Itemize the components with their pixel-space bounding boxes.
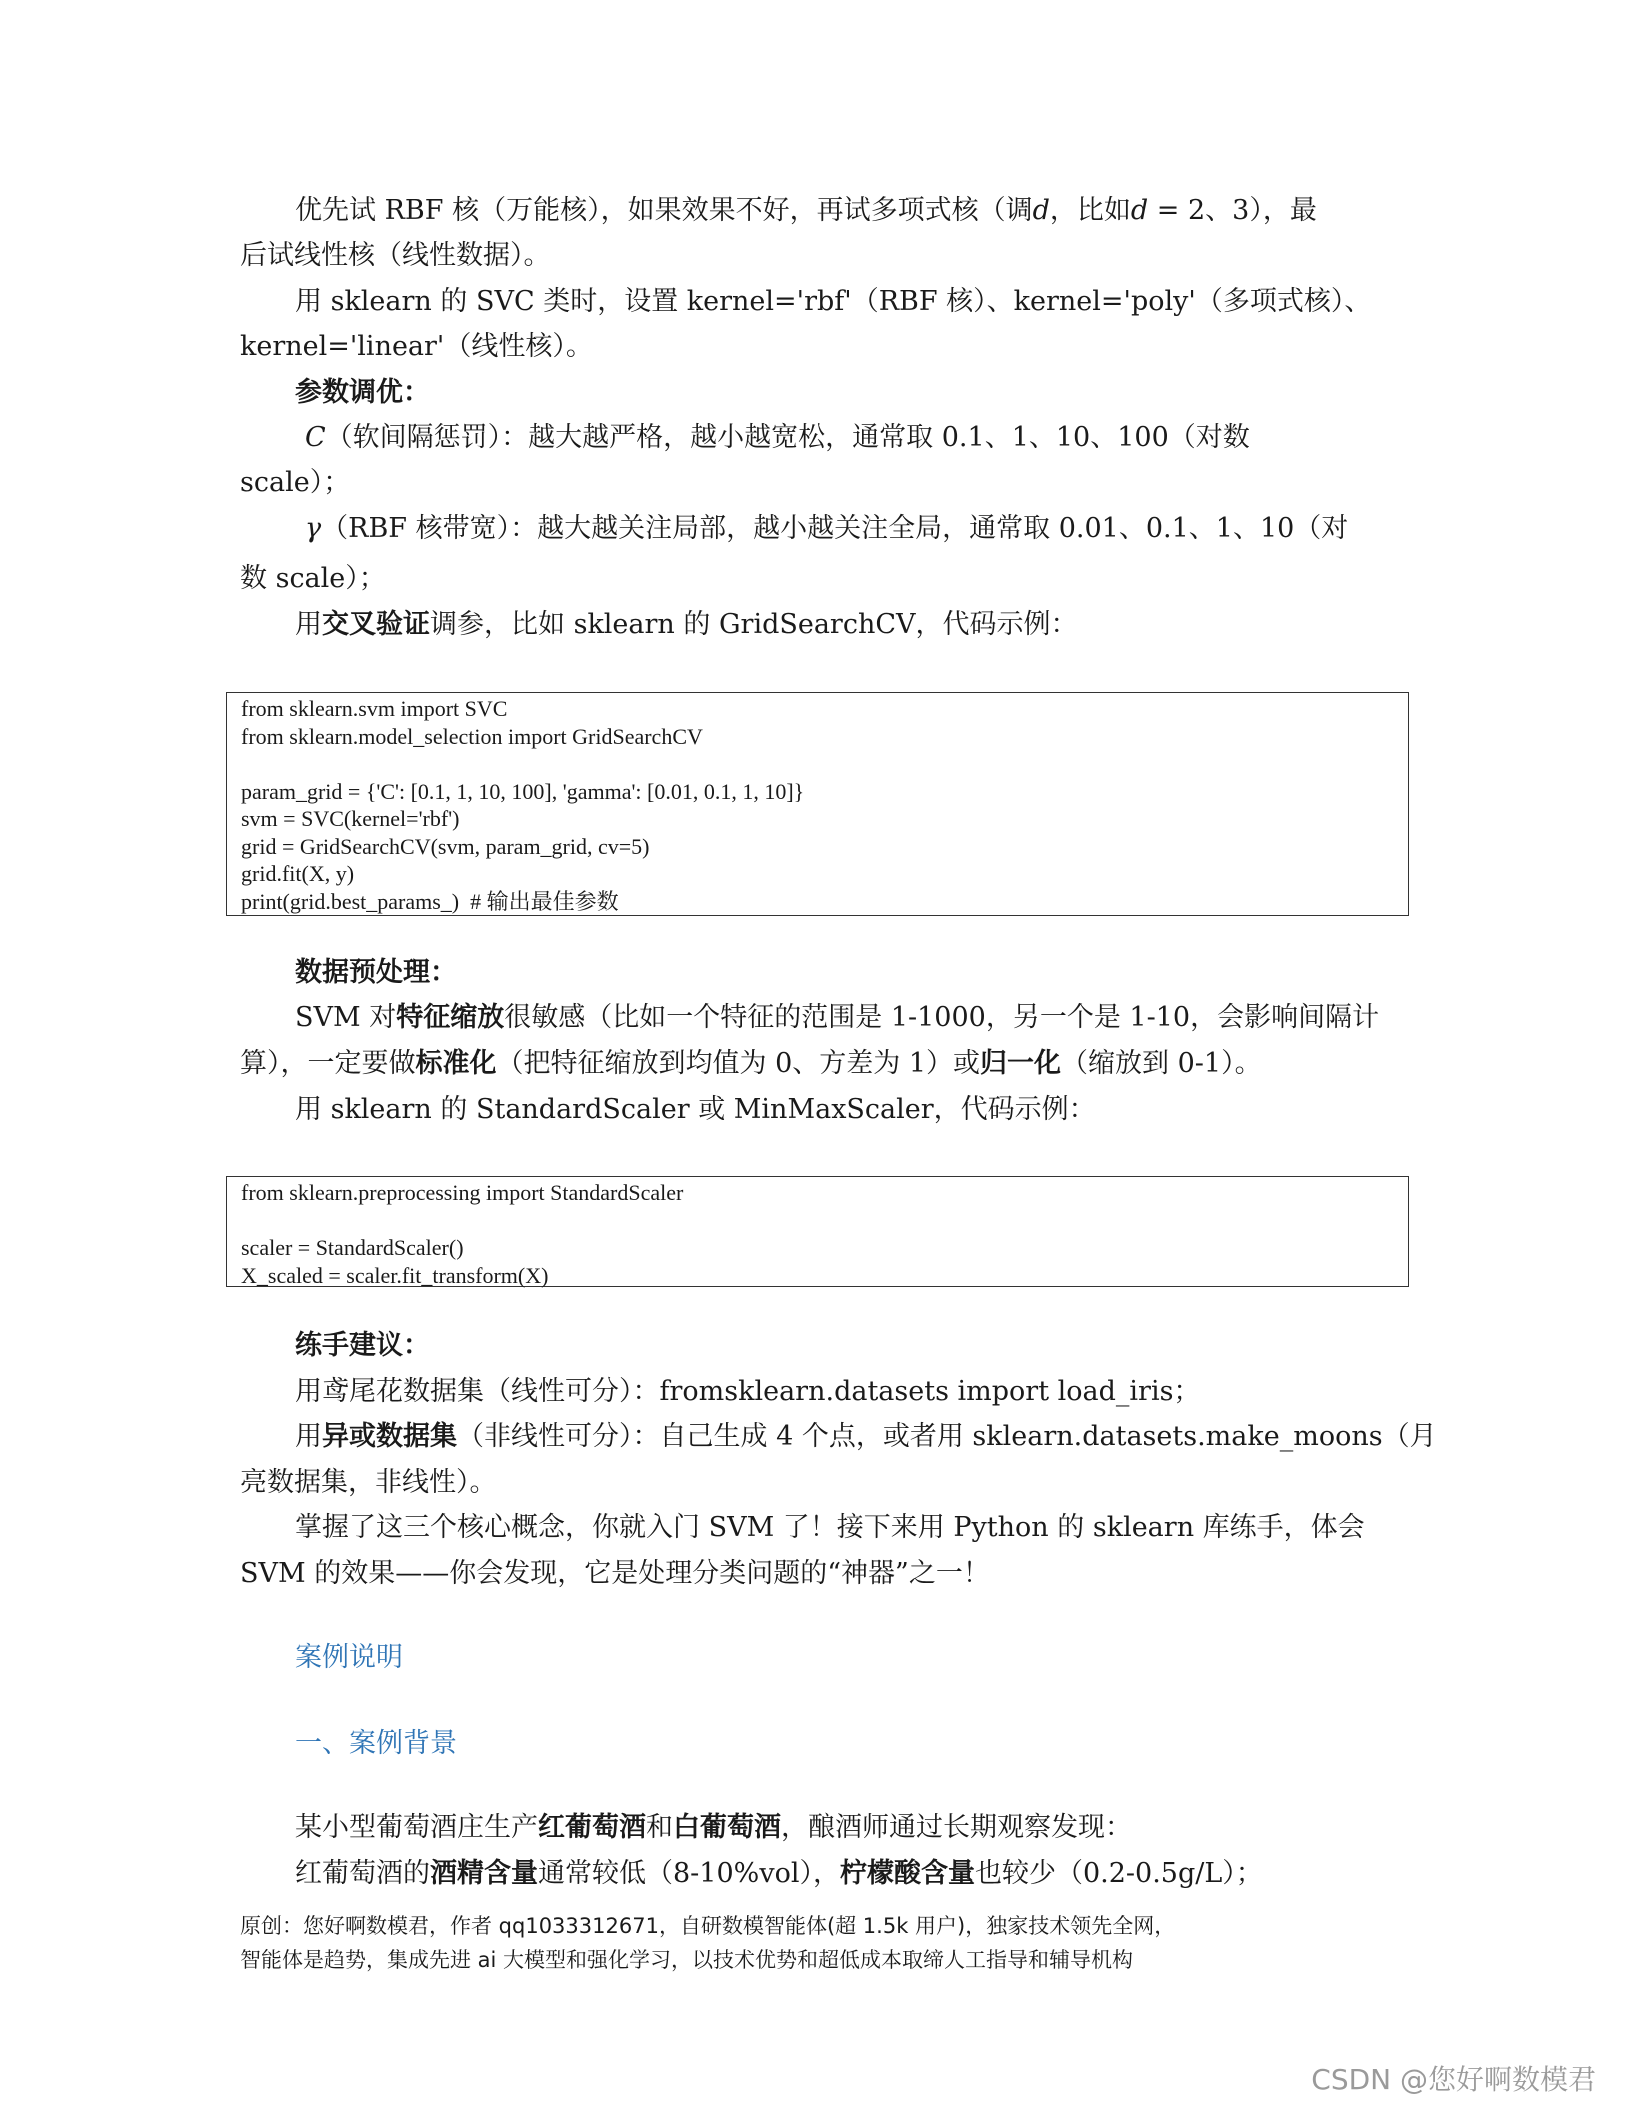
- code-line: X_scaled = scaler.fit_transform(X): [241, 1262, 549, 1288]
- code-block-grid-search: [226, 692, 1409, 916]
- code-line: scaler = StandardScaler(): [241, 1235, 464, 1260]
- heading-param-tuning: 参数调优：: [295, 377, 430, 408]
- code-block-scaler: [226, 1176, 1409, 1287]
- heading-case-description: 案例说明: [295, 1642, 403, 1673]
- paragraph-svc-kernel: 用 sklearn 的 SVC 类时，设置 kernel='rbf'（RBF 核）、kernel='poly'（多项式核）、: [295, 286, 1372, 317]
- footer-note-line2: 智能体是趋势，集成先进 ai 大模型和强化学习，以技术优势和超低成本取缔人工指导和辅导机构: [240, 1948, 1134, 1972]
- paragraph-feature-scaling-cont: 算），一定要做标准化（把特征缩放到均值为 0、方差为 1）或归一化（缩放到 0-1）。: [240, 1048, 1262, 1079]
- code-line: from sklearn.svm import SVC: [241, 696, 508, 721]
- csdn-watermark: CSDN @您好啊数模君: [1311, 2063, 1596, 2096]
- heading-case-background: 一、案例背景: [295, 1728, 457, 1759]
- paragraph-kernel-order-cont: 后试线性核（线性数据）。: [240, 240, 551, 271]
- paragraph-param-gamma: γ（RBF 核带宽）：越大越关注局部，越小越关注全局，通常取 0.01、0.1、1、10（对: [305, 513, 1349, 544]
- symbol-d: d: [1032, 195, 1050, 226]
- paragraph-iris: 用鸢尾花数据集（线性可分）：fromsklearn.datasets import load_iris；: [295, 1376, 1201, 1407]
- paragraph-param-c-cont: scale）；: [240, 467, 351, 498]
- code-line: from sklearn.preprocessing import StandardScaler: [241, 1180, 684, 1205]
- paragraph-feature-scaling: SVM 对特征缩放很敏感（比如一个特征的范围是 1-1000，另一个是 1-10，会影响间隔计: [295, 1002, 1380, 1033]
- paragraph-svc-kernel-cont: kernel='linear'（线性核）。: [240, 331, 593, 362]
- paragraph-param-gamma-cont: 数 scale）；: [240, 563, 386, 594]
- footer-note-line1: 原创：您好啊数模君，作者 qq1033312671，自研数模智能体(超 1.5k 用户)，独家技术领先全网，: [240, 1914, 1176, 1938]
- symbol-d: d: [1130, 195, 1149, 226]
- heading-practice: 练手建议：: [295, 1330, 430, 1361]
- paragraph-summary: 掌握了这三个核心概念，你就入门 SVM 了！接下来用 Python 的 sklearn 库练手，体会: [295, 1512, 1365, 1543]
- heading-preprocessing: 数据预处理：: [295, 957, 457, 988]
- paragraph-cross-validation: 用交叉验证调参，比如 sklearn 的 GridSearchCV，代码示例：: [295, 609, 1078, 640]
- code-line: grid = GridSearchCV(svm, param_grid, cv=5): [241, 833, 650, 859]
- code-line: from sklearn.model_selection import GridSearchCV: [241, 723, 703, 749]
- code-line: print(grid.best_params_) # 输出最佳参数: [241, 888, 619, 914]
- paragraph-red-wine: 红葡萄酒的酒精含量通常较低（8-10%vol），柠檬酸含量也较少（0.2-0.5g/L）；: [295, 1858, 1263, 1889]
- paragraph-kernel-order: 优先试 RBF 核（万能核），如果效果不好，再试多项式核（调d，比如d = 2、3），最: [295, 195, 1317, 226]
- symbol-gamma: γ: [305, 513, 322, 544]
- code-line: svm = SVC(kernel='rbf'): [241, 806, 460, 831]
- code-line: [241, 1207, 1394, 1235]
- paragraph-winery: 某小型葡萄酒庄生产红葡萄酒和白葡萄酒，酿酒师通过长期观察发现：: [295, 1812, 1132, 1843]
- symbol-c: C: [305, 422, 326, 453]
- paragraph-xor-cont: 亮数据集，非线性）。: [240, 1467, 497, 1498]
- paragraph-param-c: C（软间隔惩罚）：越大越严格，越小越宽松，通常取 0.1、1、10、100（对数: [305, 422, 1250, 453]
- paragraph-summary-cont: SVM 的效果——你会发现，它是处理分类问题的“神器”之一！: [240, 1558, 990, 1589]
- code-line: grid.fit(X, y): [241, 861, 355, 886]
- paragraph-xor: 用异或数据集（非线性可分）：自己生成 4 个点，或者用 sklearn.datasets.make_moons（月: [295, 1421, 1437, 1452]
- code-line: [241, 750, 1394, 778]
- paragraph-scaler: 用 sklearn 的 StandardScaler 或 MinMaxScaler，代码示例：: [295, 1094, 1096, 1125]
- code-line: param_grid = {'C': [0.1, 1, 10, 100], 'gamma': [0.01, 0.1, 1, 10]}: [241, 778, 805, 804]
